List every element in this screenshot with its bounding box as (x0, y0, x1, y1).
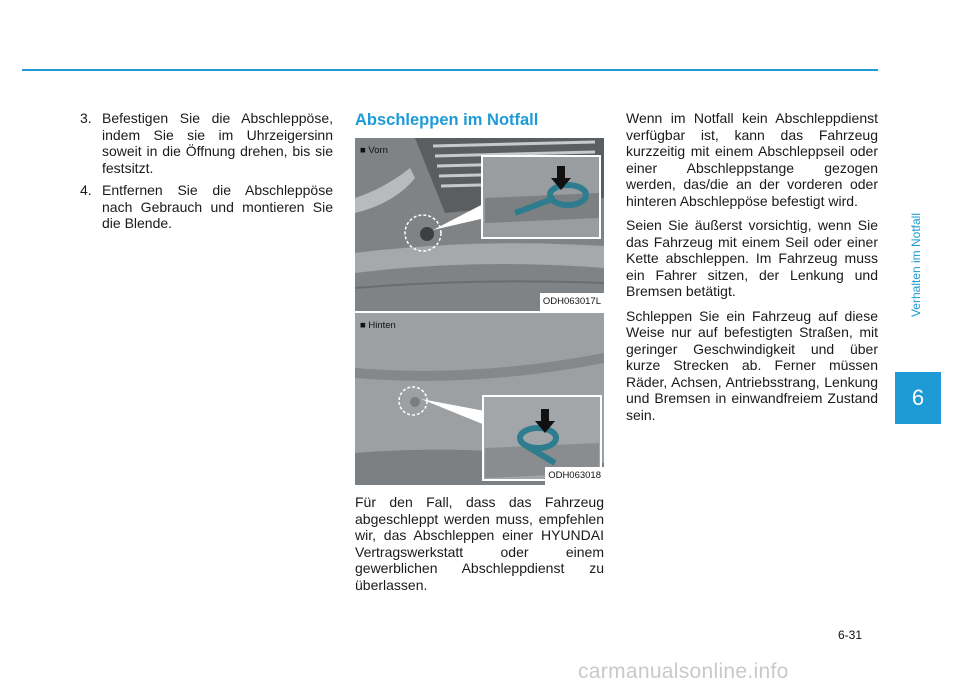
rear-bumper-illustration (355, 313, 604, 485)
chapter-tab: 6 (895, 372, 941, 424)
rear-tow-hook-figure (355, 313, 604, 485)
figure-label: ■ Hinten (360, 320, 396, 331)
step-3 (80, 110, 333, 176)
towing-instructions-column (626, 110, 878, 431)
step-text: Befestigen Sie die Abschleppöse, indem Sie sie im Uhrzeigersinn soweit in die Öffnung drehen, bis sie festsitzt. (102, 110, 333, 176)
chapter-side-title (909, 155, 923, 375)
step-text: Entfernen Sie die Abschleppöse nach Gebrauch und montieren Sie die Blende. (102, 182, 333, 231)
watermark: carmanualsonline.info (578, 660, 789, 683)
front-bumper-illustration (355, 138, 604, 311)
towing-recommendation: Für den Fall, dass das Fahrzeug abgeschleppt werden muss, empfehlen wir, das Abschleppen einer HYUNDAI Vertragswerkstatt oder einem gewerblichen Abschleppdienst zu überlassen. (355, 494, 604, 593)
step-4 (80, 182, 333, 232)
paragraph: Seien Sie äußerst vorsichtig, wenn Sie das Fahrzeug mit einem Seil oder einer Kette abschleppen. Im Fahrzeug muss ein Fahrer sitzen, der Lenkung und Bremsen betätigt. (626, 217, 878, 299)
front-tow-hook-figure (355, 138, 604, 311)
paragraph: Schleppen Sie ein Fahrzeug auf diese Weise nur auf befestigten Straßen, mit geringer Geschwindigkeit und über kurze Strecken ab. Ferner müssen Räder, Achsen, Antriebsstrang, Lenkung und Bremsen in einwandfreiem Zustand sein. (626, 307, 878, 423)
chapter-side-title-text: Verhalten im Notfall (909, 212, 923, 318)
figure-code: ODH063017L (540, 293, 604, 312)
step-number: 4. (80, 182, 92, 198)
instruction-column (80, 110, 333, 238)
emergency-towing-column (355, 110, 604, 601)
figure-code: ODH063018 (545, 467, 604, 486)
page-number: 6-31 (838, 628, 863, 642)
paragraph: Wenn im Notfall kein Abschleppdienst verfügbar ist, kann das Fahrzeug kurzzeitig mit einem Abschleppseil oder einer Abschleppstange gezogen werden, das/die an der vorderen oder hinteren Abschleppöse befestigt wird. (626, 110, 878, 209)
step-number: 3. (80, 110, 92, 126)
top-rule (22, 69, 878, 71)
figure-label: ■ Vorn (360, 145, 388, 156)
section-title: Abschleppen im Notfall (355, 111, 539, 129)
